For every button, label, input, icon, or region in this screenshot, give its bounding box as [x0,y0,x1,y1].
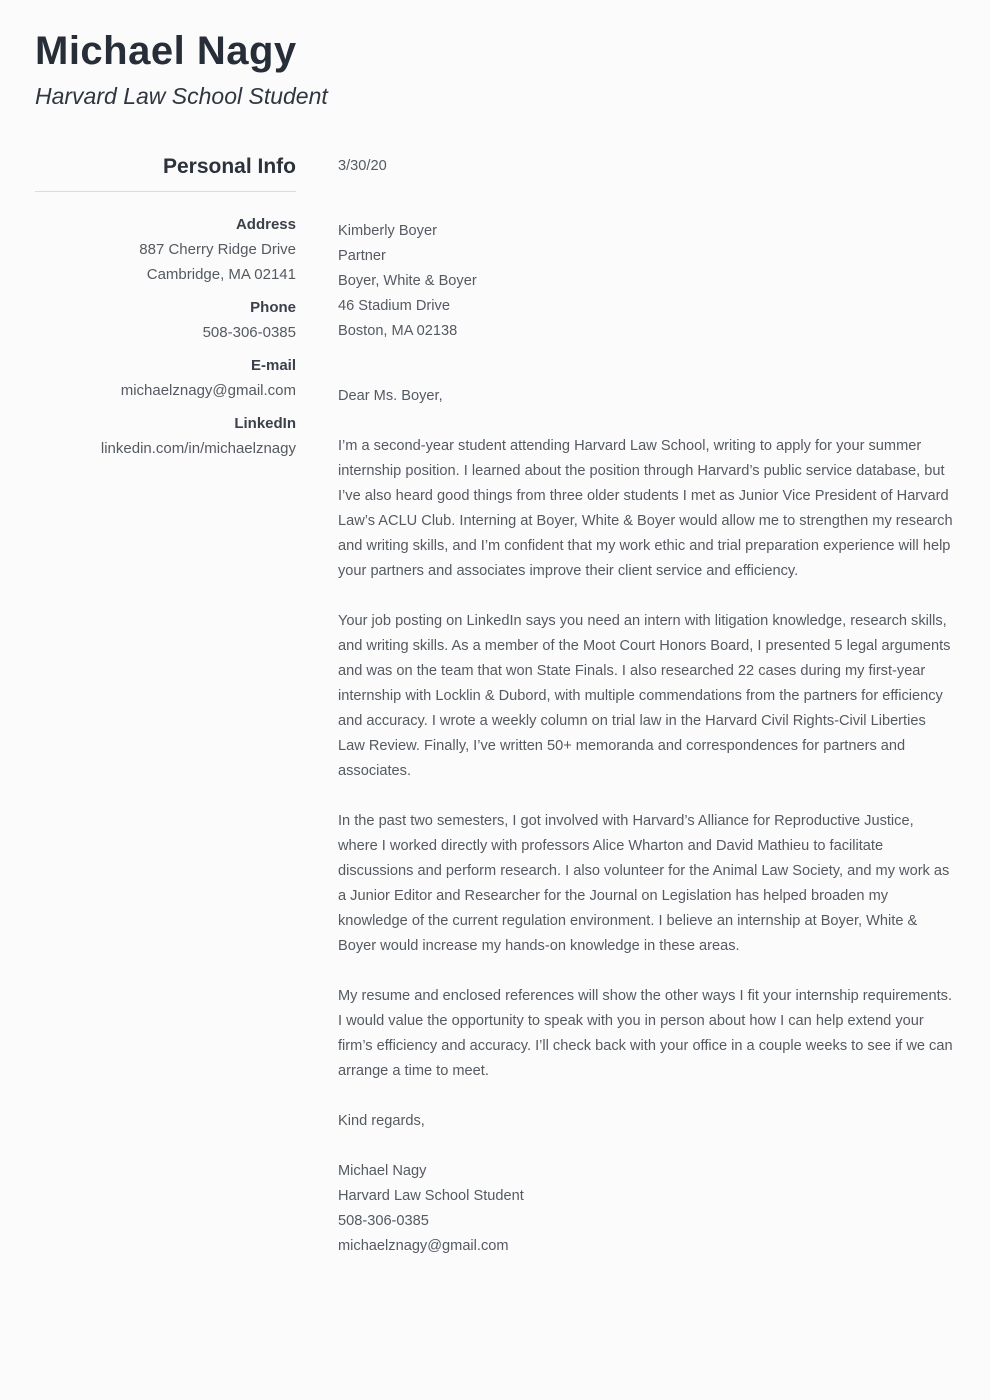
salutation: Dear Ms. Boyer, [338,387,443,404]
body-paragraph-2: Your job posting on LinkedIn says you need an intern with litigation knowledge, research skills, and writing skills. As a member of the Moot Court Honors Board, I presented 5 legal arguments and was on the team that won State Finals. I also researched 22 cases during my first-year internship with Locklin & Dubord, with multiple commendations from the partners for efficiency and accuracy. I wrote a weekly column on trial law in the Harvard Civil Rights-Civil Liberties Law Review. Finally, I’ve written 50+ memoranda and correspondences for partners and associates. [338,612,951,779]
linkedin-label: LinkedIn [234,414,296,432]
applicant-job-title: Harvard Law School Student [35,83,328,109]
letter-header [0,0,990,112]
field-email [35,353,296,403]
body-paragraph-4: My resume and enclosed references will show the other ways I fit your internship requirements. I would value the opportunity to speak with you in person about how I can help extend your firm’s efficiency and accuracy. I’ll check back with your office in a couple weeks to see if we can arrange a time to meet. [338,987,953,1079]
signature-title: Harvard Law School Student [338,1187,524,1204]
body-paragraph-1: I’m a second-year student attending Harvard Law School, writing to apply for your summer internship position. I learned about the position through Harvard’s public service database, but I’ve also heard good things from three older students I met as Junior Vice President of Harvard Law’s ACLU Club. Interning at Boyer, White & Boyer would allow me to strengthen my research and writing skills, and I’m confident that my work ethic and trial preparation experience will help your partners and associates improve their client service and efficiency. [338,437,953,579]
linkedin-value: linkedin.com/in/michaelznagy [100,439,296,457]
signature-name: Michael Nagy [338,1162,427,1179]
applicant-name: Michael Nagy [35,29,297,73]
field-address [35,212,296,287]
recipient-company: Boyer, White & Boyer [338,272,477,289]
recipient-role: Partner [338,247,386,264]
address-label: Address [235,215,296,233]
closing-phrase: Kind regards, [338,1112,425,1129]
signature-email: michaelznagy@gmail.com [338,1237,509,1254]
address-line: 887 Cherry Ridge Drive [139,240,296,258]
letter-date: 3/30/20 [338,157,387,174]
personal-info-heading: Personal Info [35,154,296,192]
phone-label: Phone [250,298,296,316]
personal-info-sidebar [35,154,296,1259]
email-value: michaelznagy@gmail.com [120,381,296,399]
signature-block [338,1159,955,1259]
field-phone [35,295,296,345]
body-paragraph-3: In the past two semesters, I got involved with Harvard’s Alliance for Reproductive Justice, where I worked directly with professors Alice Wharton and David Mathieu to facilitate discussions and perform research. I also volunteer for the Animal Law Society, and my work as a Junior Editor and Researcher for the Journal on Legislation has helped broaden my knowledge of the current regulation environment. I believe an internship at Boyer, White & Boyer would increase my hands-on knowledge in these areas. [338,812,950,954]
field-linkedin [35,411,296,461]
email-label: E-mail [250,356,296,374]
recipient-block [338,219,955,344]
signature-phone: 508-306-0385 [338,1212,429,1229]
letter-main [338,154,955,1259]
phone-value: 508-306-0385 [202,323,296,341]
recipient-name: Kimberly Boyer [338,222,437,239]
address-line: Cambridge, MA 02141 [146,265,296,283]
letter-content [0,154,990,1259]
personal-info-fields [35,212,296,461]
recipient-street: 46 Stadium Drive [338,297,450,314]
recipient-city: Boston, MA 02138 [338,322,458,339]
